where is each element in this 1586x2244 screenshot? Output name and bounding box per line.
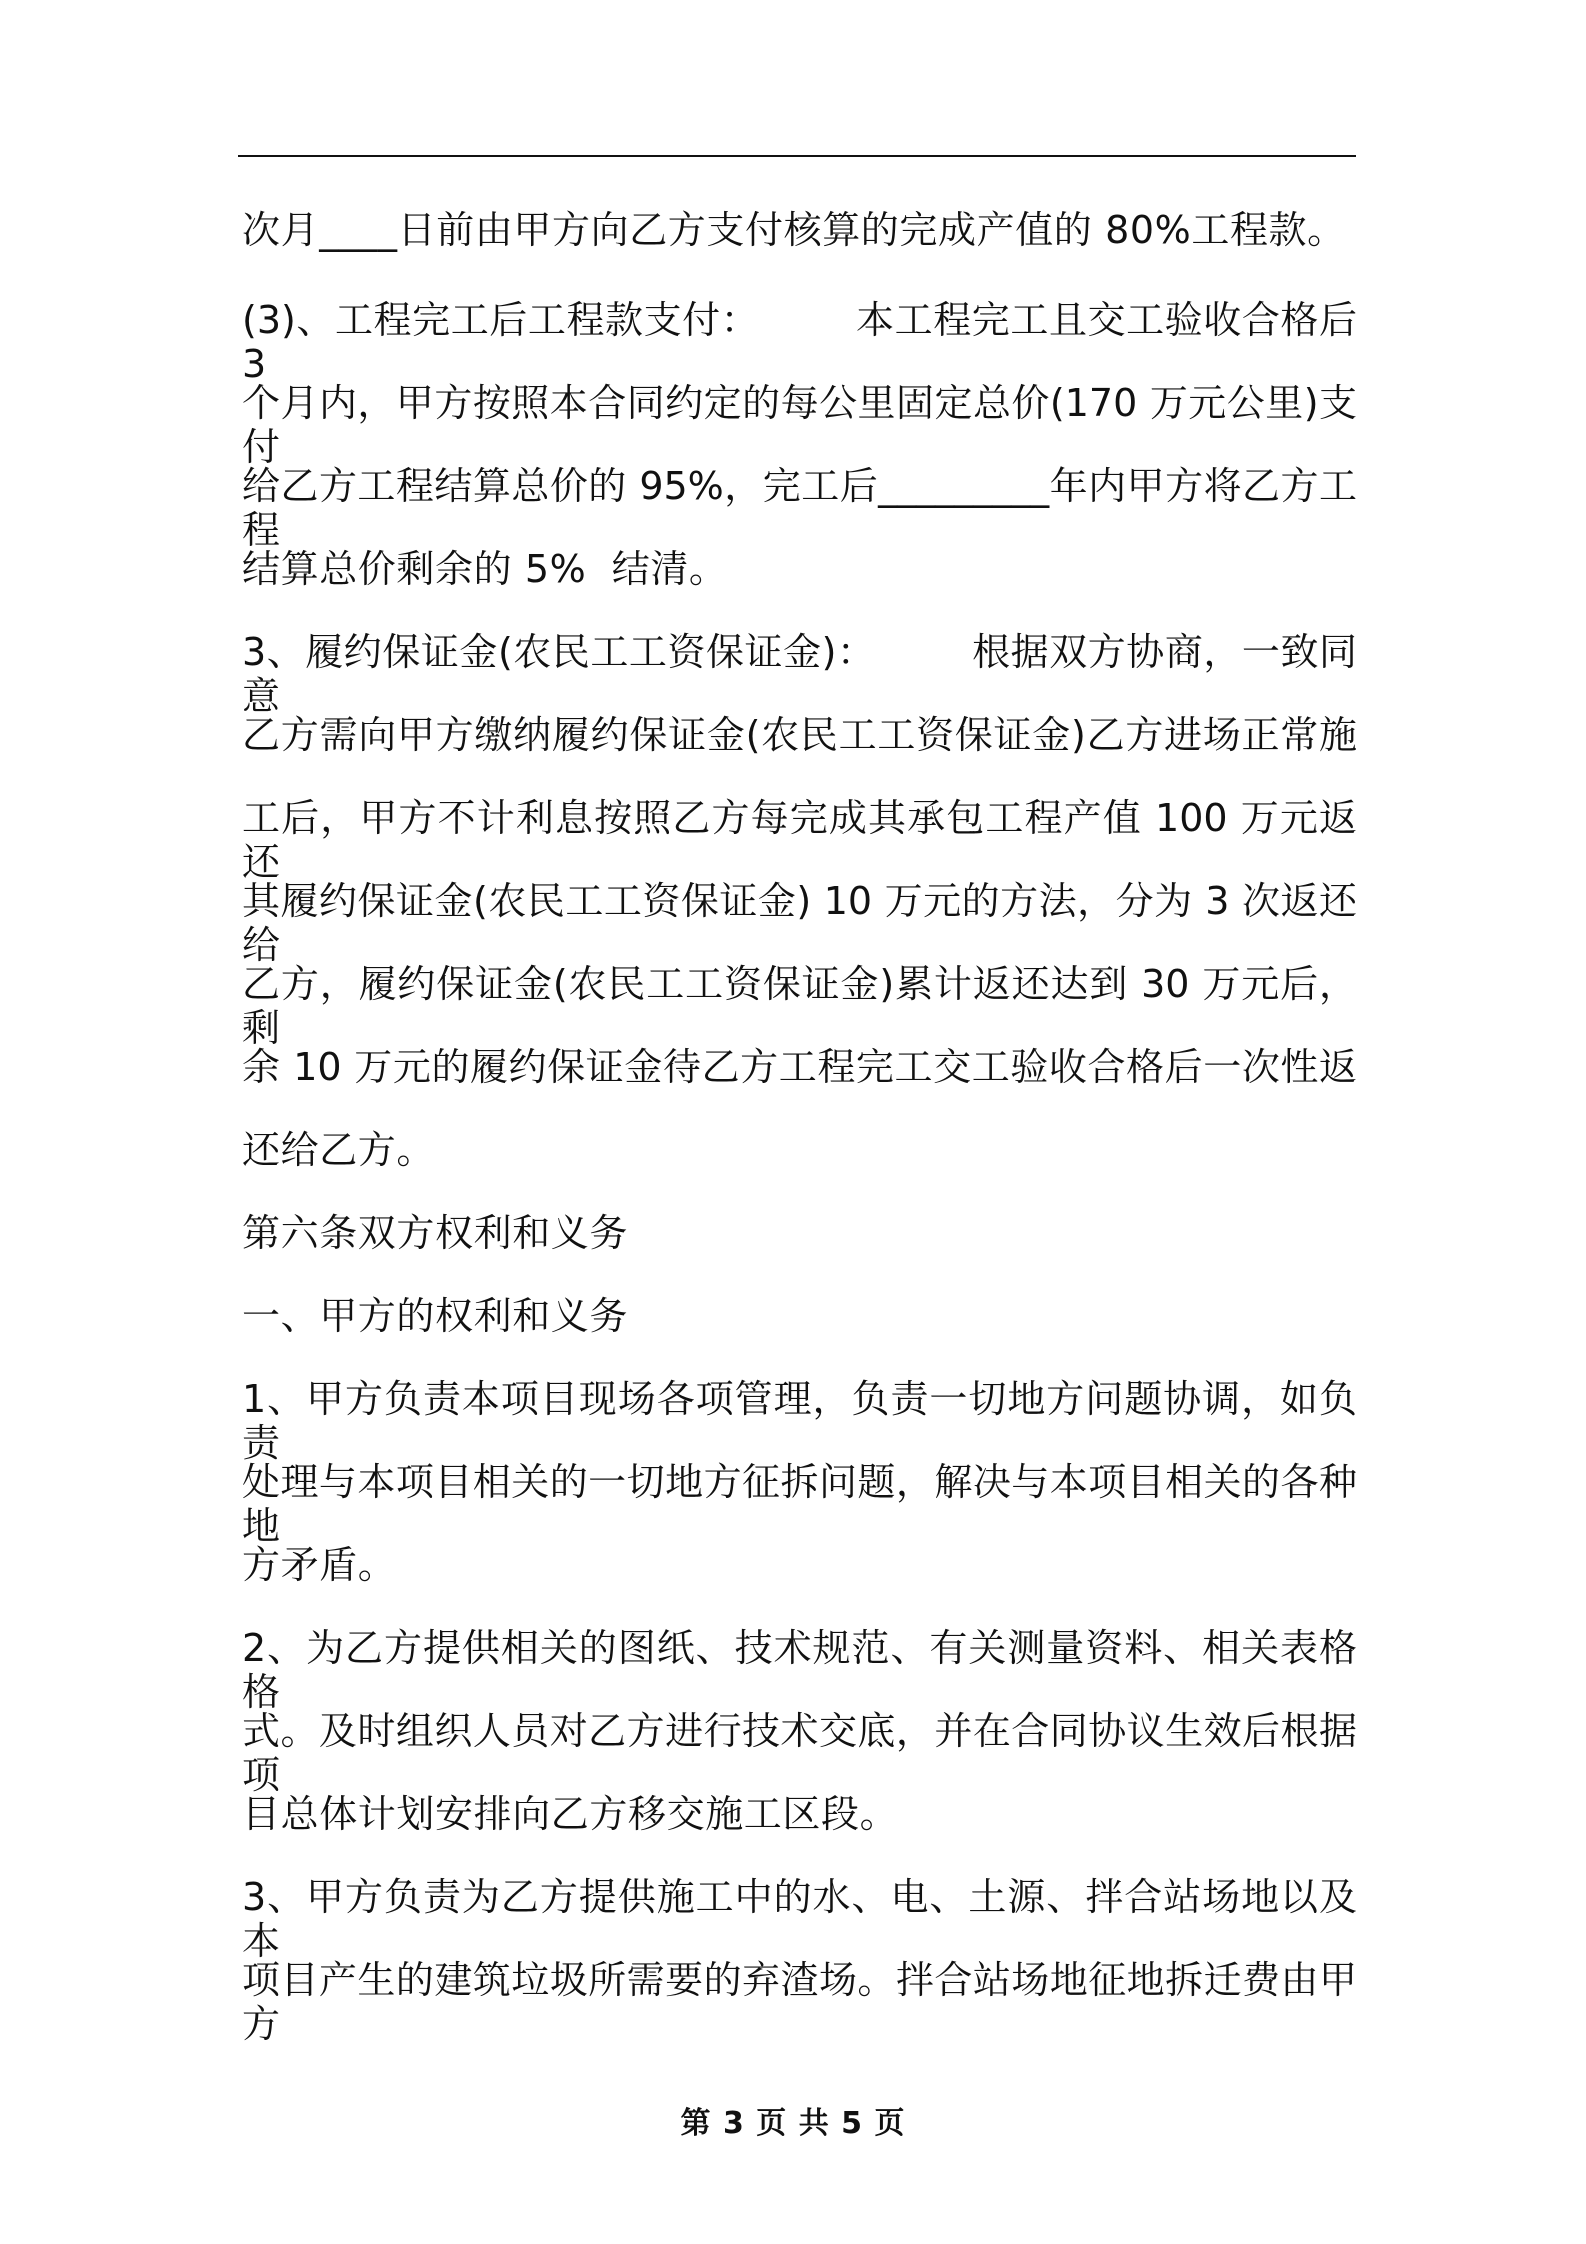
text-line: 方矛盾。 [242, 1543, 397, 1587]
text-line: 工后，甲方不计利息按照乙方每完成其承包工程产值 100 万元返还 [242, 796, 1357, 884]
text-line: 结算总价剩余的 5% 结清。 [242, 547, 728, 591]
text-line: 处理与本项目相关的一切地方征拆问题，解决与本项目相关的各种地 [242, 1460, 1357, 1548]
text-line: 3、甲方负责为乙方提供施工中的水、电、土源、拌合站场地以及本 [242, 1875, 1357, 1963]
text-line: 次月____日前由甲方向乙方支付核算的完成产值的 80%工程款。 [242, 208, 1346, 252]
text-line: 还给乙方。 [242, 1128, 436, 1172]
text-line: 式。及时组织人员对乙方进行技术交底，并在合同协议生效后根据项 [242, 1709, 1357, 1797]
subsection-heading: 一、甲方的权利和义务 [242, 1294, 629, 1338]
text-line: 余 10 万元的履约保证金待乙方工程完工交工验收合格后一次性返 [242, 1045, 1357, 1089]
text-line: 其履约保证金(农民工工资保证金) 10 万元的方法，分为 3 次返还给 [242, 879, 1357, 967]
text-line: 项目产生的建筑垃圾所需要的弃渣场。拌合站场地征地拆迁费由甲方 [242, 1958, 1357, 2046]
text-line: 3、履约保证金(农民工工资保证金)： 根据双方协商，一致同意 [242, 630, 1357, 718]
header-rule [238, 155, 1356, 157]
section-heading: 第六条双方权利和义务 [242, 1211, 629, 1255]
page-number: 第 3 页 共 5 页 [680, 2106, 906, 2141]
text-line: 乙方需向甲方缴纳履约保证金(农民工工资保证金)乙方进场正常施 [242, 713, 1357, 757]
text-line: 1、甲方负责本项目现场各项管理，负责一切地方问题协调，如负责 [242, 1377, 1357, 1465]
text-line: 个月内，甲方按照本合同约定的每公里固定总价(170 万元公里)支付 [242, 381, 1357, 469]
text-line: (3)、工程完工后工程款支付： 本工程完工且交工验收合格后 3 [242, 298, 1357, 386]
text-line: 目总体计划安排向乙方移交施工区段。 [242, 1792, 899, 1836]
text-line: 乙方，履约保证金(农民工工资保证金)累计返还达到 30 万元后，剩 [242, 962, 1357, 1050]
text-line: 给乙方工程结算总价的 95%，完工后_________年内甲方将乙方工程 [242, 464, 1357, 552]
text-line: 2、为乙方提供相关的图纸、技术规范、有关测量资料、相关表格格 [242, 1626, 1357, 1714]
